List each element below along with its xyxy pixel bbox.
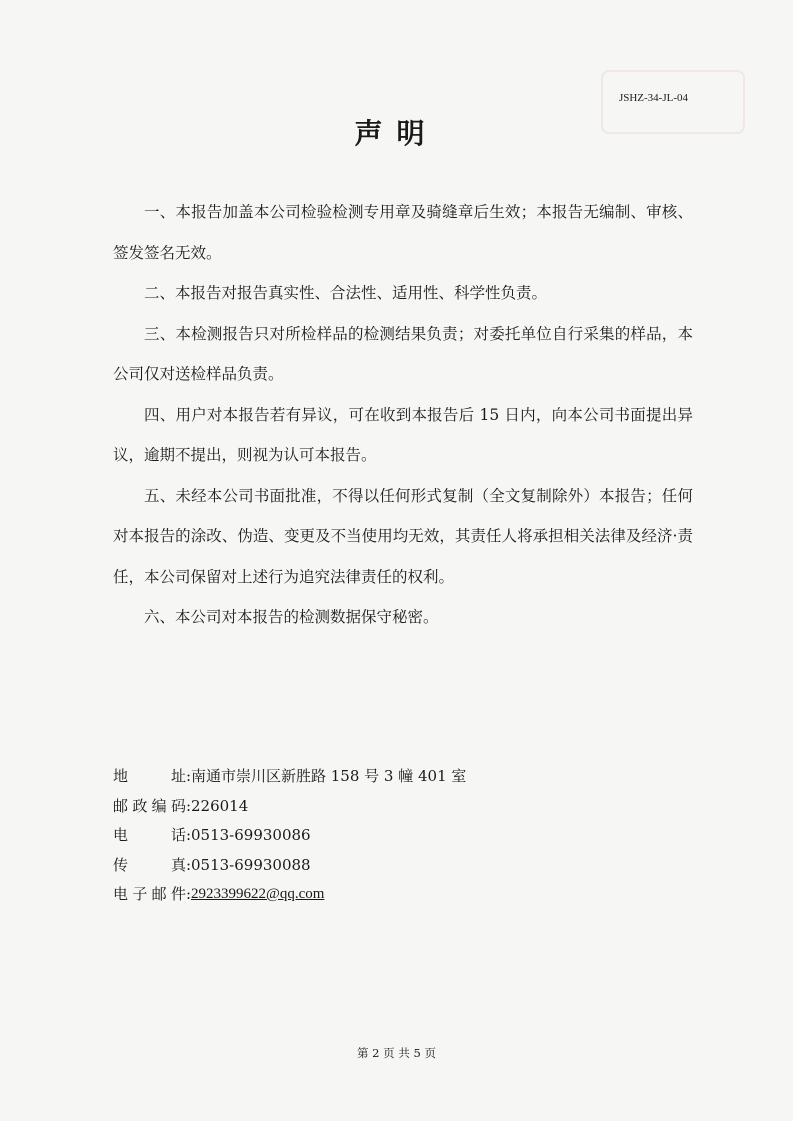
phone-label: 电话 (113, 826, 186, 844)
email-row: 电子邮件 : 2923399622@qq.com (113, 880, 466, 910)
fax-value: 0513-69930088 (191, 855, 311, 874)
fax-row: 传真 : 0513-69930088 (113, 851, 466, 881)
postcode-row: 邮政编码 : 226014 (113, 792, 466, 822)
clause-1: 一、本报告加盖本公司检验检测专用章及骑缝章后生效；本报告无编制、审核、签发签名无效。 (113, 203, 693, 262)
clause-3: 三、本检测报告只对所检样品的检测结果负责；对委托单位自行采集的样品，本公司仅对送检样品负责。 (113, 324, 693, 383)
address-value: 南通市崇川区新胜路 158 号 3 幢 401 室 (191, 767, 467, 785)
page-title: 声明 (354, 117, 439, 150)
email-link[interactable]: 2923399622@qq.com (191, 886, 325, 902)
postcode-label: 邮政编码 (113, 796, 186, 815)
contact-info (113, 762, 466, 910)
phone-value: 0513-69930086 (191, 826, 311, 844)
clause-4: 四、用户对本报告若有异议，可在收到本报告后 15 日内，向本公司书面提出异议，逾期不提出，则视为认可本报告。 (113, 405, 693, 464)
postcode-value: 226014 (191, 796, 249, 815)
clause-2: 二、本报告对报告真实性、合法性、适用性、科学性负责。 (144, 284, 548, 302)
document-code: JSHZ-34-JL-04 (618, 92, 688, 104)
fax-label: 传真 (113, 855, 186, 874)
clause-5: 五、未经本公司书面批准，不得以任何形式复制（全文复制除外）本报告；任何对本报告的涂改、伪造、变更及不当使用均无效，其责任人将承担相关法律及经济·责任，本公司保留对上述行为追究法律责任的权利。 (113, 486, 693, 586)
declaration-body (113, 192, 693, 638)
address-row: 地址 : 南通市崇川区新胜路 158 号 3 幢 401 室 (113, 762, 466, 792)
clause-6: 六、本公司对本报告的检测数据保守秘密。 (144, 608, 439, 626)
phone-row: 电话 : 0513-69930086 (113, 821, 466, 851)
address-label: 地址 (113, 767, 186, 785)
page-indicator: 第 2 页 共 5 页 (357, 1046, 436, 1060)
email-label: 电子邮件 (113, 885, 186, 903)
